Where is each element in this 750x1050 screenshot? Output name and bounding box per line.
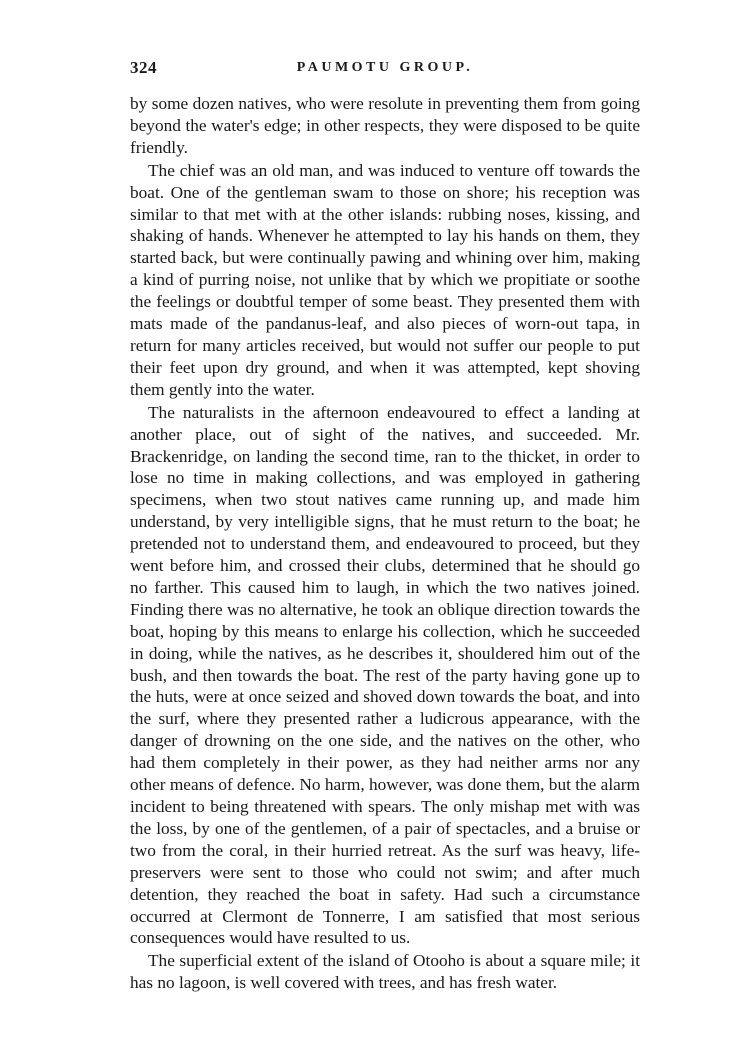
- page-number: 324: [130, 58, 157, 77]
- body-text: [130, 93, 640, 994]
- paragraph-continuation: by some dozen natives, who were resolute in preventing them from going beyond the water's edge; in other respects, they were disposed to be quite friendly.: [130, 94, 640, 157]
- paragraph-chief: The chief was an old man, and was induced to venture off towards the boat. One of the gentleman swam to those on shore; his reception was similar to that met with at the other islands: rubbing noses, kissing, and shaking of hands. Whenever he attempted to lay his hands on them, they started back, but were continually pawing and whining over him, making a kind of purring noise, not unlike that by which we propitiate or soothe the feelings or doubtful temper of some beast. They presented them with mats made of the pandanus-leaf, and also pieces of worn-out tapa, in return for many articles received, but would not suffer our people to put their feet upon dry ground, and when it was attempted, kept shoving them gently into the water.: [130, 160, 640, 399]
- paragraph-naturalists: The naturalists in the afternoon endeavoured to effect a landing at another place, out of sight of the natives, and succeeded. Mr. Brackenridge, on landing the second time, ran to the thicket, in order to lose no time in making collections, and was employed in gathering specimens, when two stout natives came running up, and made him understand, by very intelligible signs, that he must return to the boat; he pretended not to understand them, and endeavoured to proceed, but they went before him, and crossed their clubs, determined that he should go no farther. This caused him to laugh, in which the two natives joined. Finding there was no alternative, he took an oblique direction towards the boat, hoping by this means to enlarge his collection, which he succeeded in doing, while the natives, as he describes it, shouldered him out of the bush, and then towards the boat. The rest of the party having gone up to the huts, were at once seized and shoved down towards the boat, and into the surf, where they presented rather a ludicrous appearance, with the danger of drowning on the one side, and the natives on the other, who had them completely in their power, as they had neither arms nor any other means of defence. No harm, however, was done them, but the alarm incident to being threatened with spears. The only mishap met with was the loss, by one of the gentlemen, of a pair of spectacles, and a bruise or two from the coral, in their hurried retreat. As the surf was heavy, life-preservers were sent to those who could not swim; and after much detention, they reached the boat in safety. Had such a circumstance occurred at Clermont de Tonnerre, I am satisfied that most serious consequences would have resulted to us.: [130, 402, 640, 948]
- running-title: PAUMOTU GROUP.: [296, 60, 474, 75]
- paragraph-otooho-extent: The superficial extent of the island of Otooho is about a square mile; it has no lagoon, is well covered with trees, and has fresh water.: [130, 951, 640, 993]
- page-header: [130, 58, 640, 82]
